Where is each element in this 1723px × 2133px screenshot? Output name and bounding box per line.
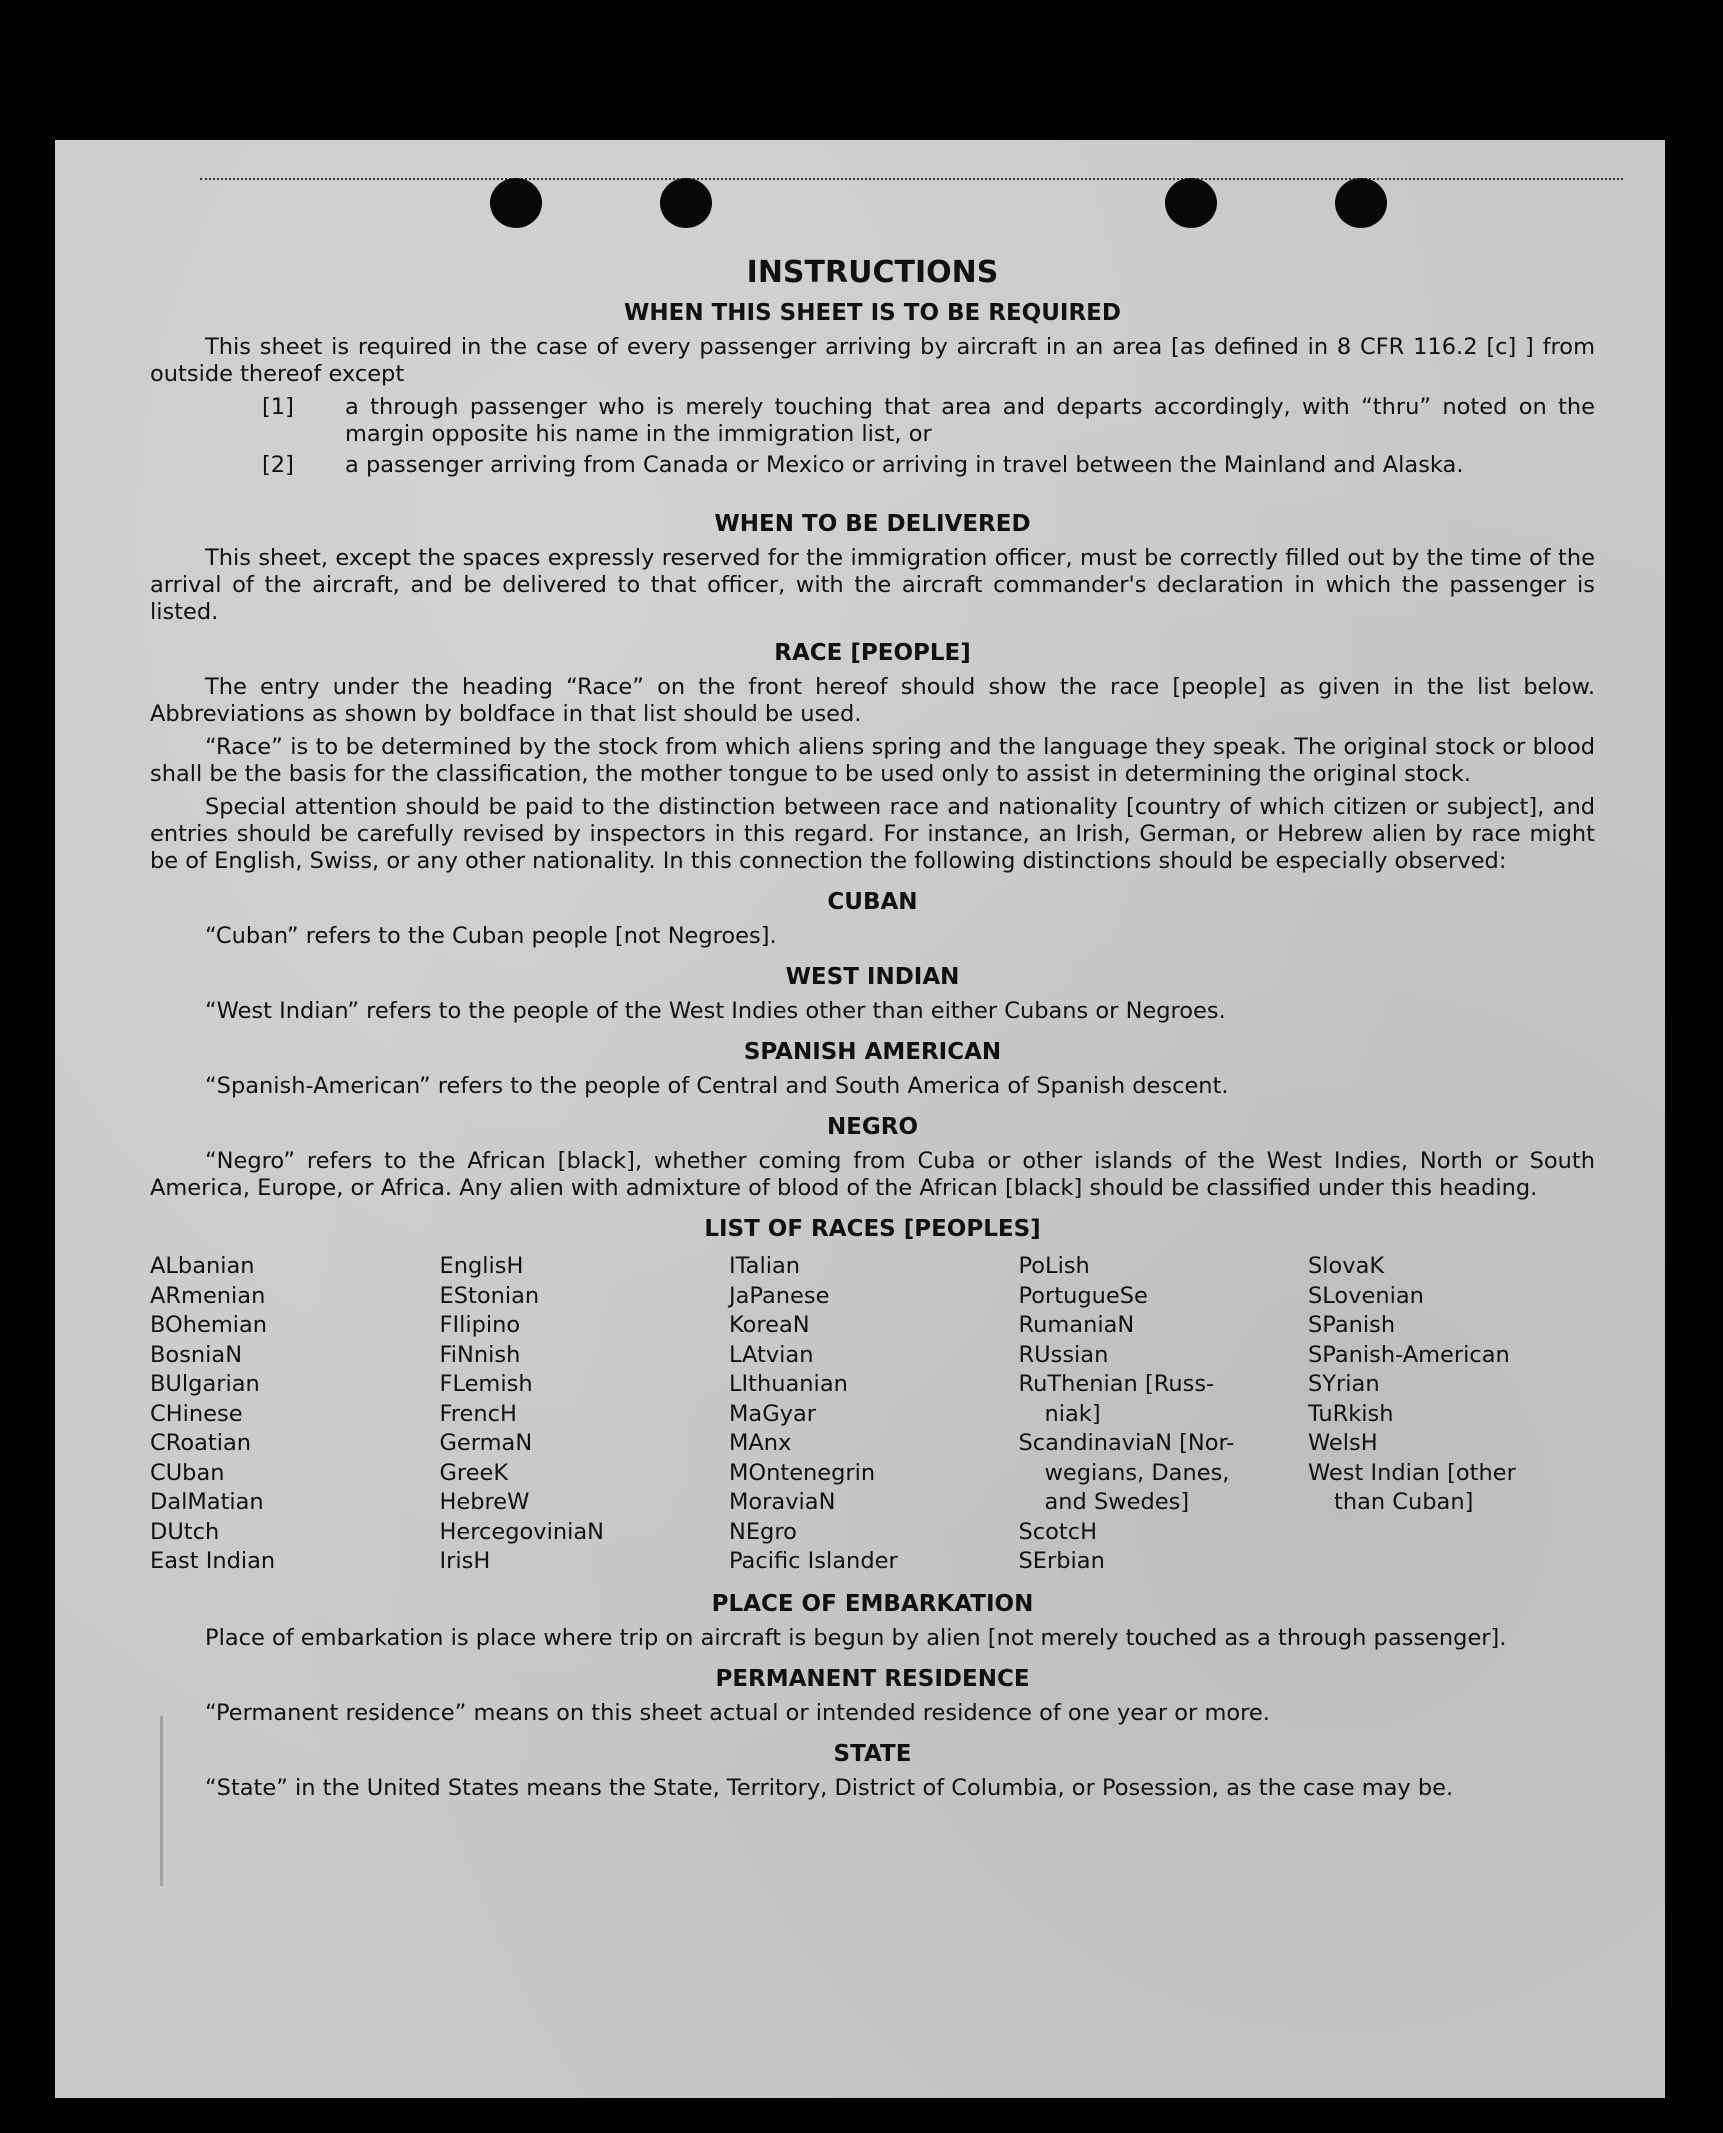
race-entry: IrisH [439, 1548, 491, 1574]
perforation-line [200, 178, 1623, 182]
race-entry: niak] [1044, 1400, 1101, 1427]
race-entry: WelsH [1308, 1430, 1378, 1456]
race-paragraph-1: The entry under the heading “Race” on the front hereof should show the race [people] as given in the list below. Abbreviations as shown by boldface in that list should be used. [150, 674, 1595, 727]
race-entry: TuRkish [1308, 1400, 1394, 1427]
race-entry: ARmenian [150, 1282, 266, 1309]
race-entry: LIthuanian [729, 1371, 848, 1397]
race-entry: GreeK [439, 1459, 509, 1486]
race-entry: BosniaN [150, 1341, 243, 1368]
race-entry: CUban [150, 1459, 225, 1486]
race-entry: BOhemian [150, 1312, 268, 1338]
section-heading-race: RACE [PEOPLE] [774, 640, 971, 666]
race-entry: DUtch [150, 1518, 220, 1545]
section-heading-west-indian: WEST INDIAN [785, 964, 960, 990]
race-entry: West Indian [other [1308, 1459, 1516, 1486]
races-column [729, 1252, 1016, 1577]
race-entry: SLovenian [1308, 1282, 1424, 1309]
race-entry: PortugueSe [1018, 1282, 1148, 1309]
race-paragraph-2: “Race” is to be determined by the stock from which aliens spring and the language they speak. The original stock or blood shall be the basis for the classification, the mother tongue to be used only to assist in determining the original stock. [150, 734, 1595, 787]
race-entry: wegians, Danes, [1044, 1459, 1230, 1486]
west-indian-text: “West Indian” refers to the people of the West Indies other than either Cubans or Negroes. [205, 998, 1226, 1024]
race-entry: KoreaN [729, 1312, 810, 1338]
race-entry: MaGyar [729, 1400, 816, 1427]
item-text: a passenger arriving from Canada or Mexico or arriving in travel between the Mainland and Alaska. [345, 452, 1464, 478]
punch-hole [490, 178, 542, 228]
races-list [150, 1252, 1595, 1577]
race-entry: BUlgarian [150, 1371, 260, 1397]
race-entry: DalMatian [150, 1489, 264, 1515]
required-item-2 [150, 452, 1595, 479]
race-entry: FLemish [439, 1371, 533, 1397]
item-number: [2] [262, 452, 294, 478]
section-heading-cuban: CUBAN [827, 889, 918, 915]
state-text: “State” in the United States means the State, Territory, District of Columbia, or Posession, as the case may be. [205, 1774, 1454, 1801]
race-entry: SPanish-American [1308, 1341, 1510, 1368]
race-entry: HebreW [439, 1489, 530, 1515]
section-heading-embarkation: PLACE OF EMBARKATION [711, 1590, 1034, 1617]
race-entry: MOntenegrin [729, 1459, 876, 1486]
race-entry: SPanish [1308, 1312, 1396, 1338]
required-item-1 [150, 394, 1595, 448]
race-entry: FIlipino [439, 1312, 521, 1338]
race-entry: GermaN [439, 1430, 533, 1456]
section-heading-state: STATE [833, 1740, 912, 1767]
punch-hole [1165, 178, 1217, 228]
race-entry: ScandinaviaN [Nor- [1018, 1430, 1235, 1456]
delivered-text: This sheet, except the spaces expressly reserved for the immigration officer, must be correctly filled out by the time of the arrival of the aircraft, and be delivered to that officer, with the aircraft commander's declaration in which the passenger is listed. [150, 545, 1595, 625]
section-heading-residence: PERMANENT RESIDENCE [715, 1665, 1030, 1692]
race-entry: FrencH [439, 1400, 517, 1427]
race-entry: HercegoviniaN [439, 1518, 604, 1545]
cuban-text: “Cuban” refers to the Cuban people [not Negroes]. [205, 923, 777, 949]
race-entry: ScotcH [1018, 1518, 1098, 1545]
punch-hole [1335, 178, 1387, 228]
section-heading-list-of-races: LIST OF RACES [PEOPLES] [704, 1216, 1041, 1242]
section-heading-spanish-american: SPANISH AMERICAN [743, 1039, 1002, 1065]
race-entry: CRoatian [150, 1430, 252, 1456]
punch-hole [660, 178, 712, 228]
races-column [1308, 1252, 1595, 1577]
races-column [1019, 1252, 1306, 1577]
race-entry: Pacific Islander [729, 1548, 898, 1574]
race-entry: East Indian [150, 1548, 276, 1574]
race-entry: RUssian [1018, 1341, 1109, 1368]
negro-text: “Negro” refers to the African [black], whether coming from Cuba or other islands of the West Indies, North or South America, Europe, or Africa. Any alien with admixture of blood of the African [black] should be classified under this heading. [150, 1148, 1595, 1201]
races-column [440, 1252, 727, 1577]
embarkation-text: Place of embarkation is place where trip on aircraft is begun by alien [not merely touched as a through passenger]. [205, 1624, 1507, 1651]
section-heading-required: WHEN THIS SHEET IS TO BE REQUIRED [624, 300, 1121, 326]
race-entry: SlovaK [1308, 1253, 1385, 1279]
race-entry: NEgro [729, 1518, 797, 1545]
item-text: a through passenger who is merely touching that area and departs accordingly, with “thru” noted on the margin opposite his name in the immigration list, or [345, 394, 1595, 447]
race-entry: PoLish [1018, 1253, 1090, 1279]
race-entry: CHinese [150, 1400, 243, 1427]
race-entry: ALbanian [150, 1253, 255, 1279]
spanish-american-text: “Spanish-American” refers to the people of Central and South America of Spanish descent. [205, 1073, 1229, 1099]
race-entry: LAtvian [729, 1341, 814, 1368]
section-heading-delivered: WHEN TO BE DELIVERED [714, 511, 1031, 537]
race-entry: than Cuban] [1334, 1489, 1474, 1515]
race-entry: SYrian [1308, 1371, 1380, 1397]
race-entry: EnglisH [439, 1253, 524, 1279]
race-entry: and Swedes] [1044, 1489, 1190, 1515]
race-entry: FiNnish [439, 1341, 521, 1368]
race-entry: JaPanese [729, 1282, 830, 1309]
race-paragraph-3: Special attention should be paid to the distinction between race and nationality [country of which citizen or subject], and entries should be carefully revised by inspectors in this regard. For instance, an Irish, German, or Hebrew alien by race might be of English, Swiss, or any other nationality. In this connection the following distinctions should be especially observed: [150, 794, 1595, 874]
race-entry: MAnx [729, 1430, 792, 1456]
instructions-content [150, 255, 1595, 1808]
race-entry: RuThenian [Russ- [1018, 1371, 1215, 1397]
race-entry: RumaniaN [1018, 1312, 1135, 1338]
race-entry: SErbian [1018, 1548, 1105, 1574]
item-number: [1] [262, 394, 294, 420]
race-entry: MoraviaN [729, 1489, 836, 1515]
races-column [150, 1252, 437, 1577]
race-entry: ITalian [729, 1253, 800, 1279]
page-title: INSTRUCTIONS [746, 255, 999, 290]
required-text: This sheet is required in the case of every passenger arriving by aircraft in an area [as defined in 8 CFR 116.2 [c] ] from outside thereof except [150, 334, 1595, 387]
section-heading-negro: NEGRO [826, 1114, 919, 1140]
race-entry: EStonian [439, 1282, 540, 1309]
residence-text: “Permanent residence” means on this sheet actual or intended residence of one year or more. [205, 1699, 1270, 1726]
